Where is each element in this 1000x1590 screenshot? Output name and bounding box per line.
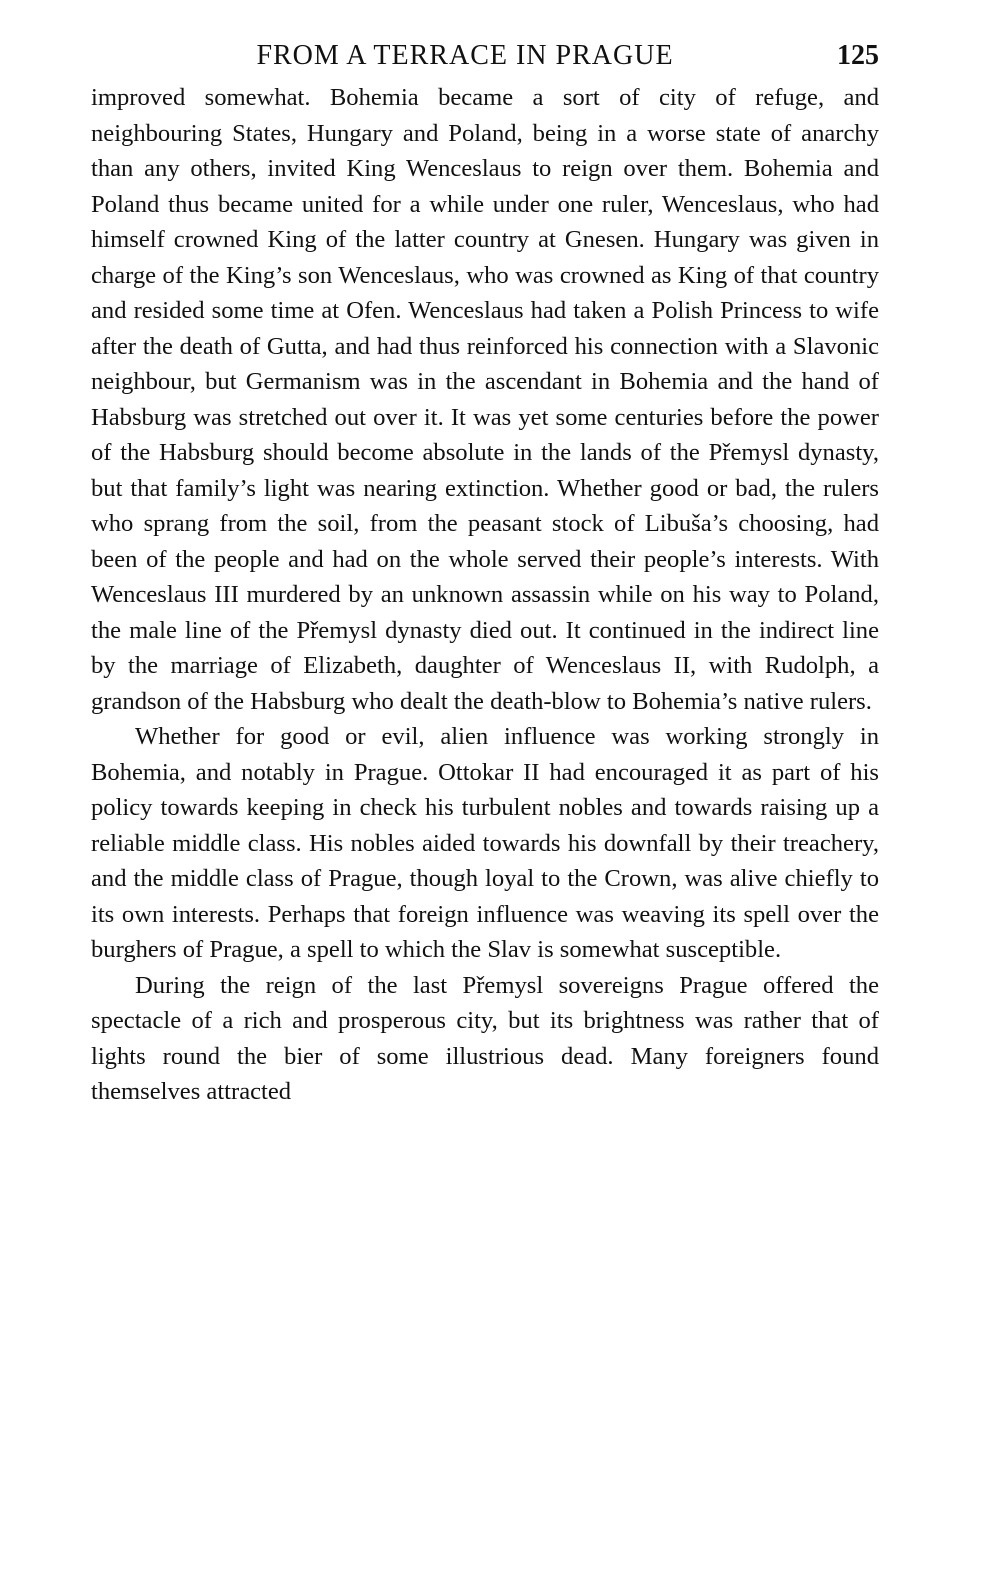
paragraph-1: improved somewhat. Bohemia became a sort of city of refuge, and neighbouring States, Hungary and Poland, being in a worse state of anarchy than any others, invited King Wenceslaus to reign over them. Bohemia and Poland thus became united for a while under one ruler, Wenceslaus, who had himself crowned King of the latter country at Gnesen. Hungary was given in charge of the King’s son Wenceslaus, who was crowned as King of that country and resided some time at Ofen. Wenceslaus had taken a Polish Princess to wife after the death of Gutta, and had thus reinforced his connection with a Slavonic neighbour, but Germanism was in the ascendant in Bohemia and the hand of Habsburg was stretched out over it. It was yet some centuries before the power of the Habsburg should become absolute in the lands of the Přemysl dynasty, but that family’s light was nearing extinction. Whether good or bad, the rulers who sprang from the soil, from the peasant stock of Libuša’s choosing, had been of the people and had on the whole served their people’s interests. With Wenceslaus III murdered by an unknown assassin while on his way to Poland, the male line of the Přemysl dynasty died out. It continued in the indirect line by the marriage of Elizabeth, daughter of Wenceslaus II, with Rudolph, a grandson of the Habsburg who dealt the death-blow to Bohemia’s native rulers. bbox=[91, 84, 879, 715]
running-title: FROM A TERRACE IN PRAGUE bbox=[256, 40, 674, 71]
book-page bbox=[91, 36, 879, 1110]
body-text bbox=[91, 80, 879, 1110]
running-head bbox=[91, 36, 879, 76]
paragraph-2: Whether for good or evil, alien influence was working strongly in Bohemia, and notably in Prague. Ottokar II had encouraged it as part of his policy towards keeping in check his turbulent nobles and towards raising up a reliable middle class. His nobles aided towards his downfall by their treachery, and the middle class of Prague, though loyal to the Crown, was alive chiefly to its own interests. Perhaps that foreign influence was weaving its spell over the burghers of Prague, a spell to which the Slav is somewhat susceptible. bbox=[91, 723, 879, 963]
paragraph-3: During the reign of the last Přemysl sovereigns Prague offered the spectacle of a rich and prosperous city, but its brightness was rather that of lights round the bier of some illustrious dead. Many foreigners found themselves attracted bbox=[91, 971, 879, 1105]
page-number: 125 bbox=[837, 40, 879, 71]
